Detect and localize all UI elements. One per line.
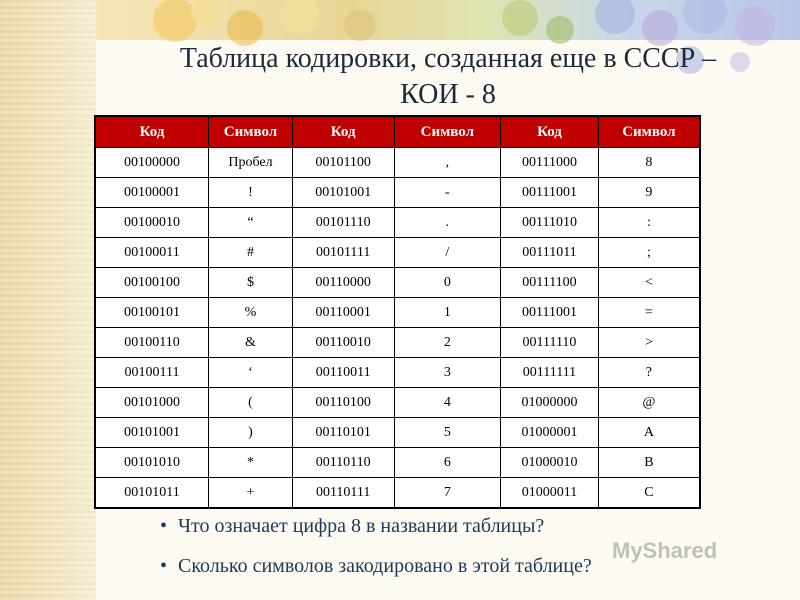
table-row	[95, 388, 700, 418]
table-cell: 00111001	[501, 298, 599, 328]
header-code-3: Код	[501, 116, 599, 148]
table-cell: 4	[394, 388, 501, 418]
table-cell: -	[394, 178, 501, 208]
table-row	[95, 478, 700, 509]
koi8-code-table	[94, 115, 701, 509]
table-row	[95, 328, 700, 358]
table-row	[95, 418, 700, 448]
table-cell: 00100000	[95, 148, 209, 178]
table-row	[95, 268, 700, 298]
table-cell: Пробел	[209, 148, 293, 178]
table-cell: &	[209, 328, 293, 358]
table-cell: #	[209, 238, 293, 268]
table-cell: :	[598, 208, 700, 238]
table-cell: 00100010	[95, 208, 209, 238]
table-cell: *	[209, 448, 293, 478]
table-cell: 00100110	[95, 328, 209, 358]
table-cell: 00111000	[501, 148, 599, 178]
header-code-1: Код	[95, 116, 209, 148]
table-cell: 3	[394, 358, 501, 388]
bullet-icon: •	[160, 555, 168, 577]
table-cell: .	[394, 208, 501, 238]
table-cell: 00100100	[95, 268, 209, 298]
table-cell: 01000010	[501, 448, 599, 478]
table-row	[95, 238, 700, 268]
table-row	[95, 208, 700, 238]
table-cell: 01000001	[501, 418, 599, 448]
table-cell: 00111110	[501, 328, 599, 358]
table-row	[95, 148, 700, 178]
question-item	[160, 512, 780, 540]
table-cell: $	[209, 268, 293, 298]
table-cell: 00101111	[292, 238, 394, 268]
table-cell: 00101001	[292, 178, 394, 208]
table-cell: ,	[394, 148, 501, 178]
table-cell: 00101001	[95, 418, 209, 448]
table-row	[95, 448, 700, 478]
table-cell: 00101110	[292, 208, 394, 238]
table-cell: 00100111	[95, 358, 209, 388]
table-cell: <	[598, 268, 700, 298]
table-cell: 00110101	[292, 418, 394, 448]
table-cell: 00110000	[292, 268, 394, 298]
table-cell: (	[209, 388, 293, 418]
table-cell: 00111011	[501, 238, 599, 268]
table-row	[95, 178, 700, 208]
table-cell: /	[394, 238, 501, 268]
table-row	[95, 298, 700, 328]
table-cell: 1	[394, 298, 501, 328]
table-cell: C	[598, 478, 700, 509]
table-cell: 5	[394, 418, 501, 448]
slide-title	[96, 42, 800, 112]
table-cell: 00111111	[501, 358, 599, 388]
table-cell: 00101100	[292, 148, 394, 178]
bullet-icon: •	[160, 515, 168, 537]
table-cell: ?	[598, 358, 700, 388]
table-cell: 00111010	[501, 208, 599, 238]
table-cell: %	[209, 298, 293, 328]
table-cell: >	[598, 328, 700, 358]
table-cell: 00110001	[292, 298, 394, 328]
table-cell: @	[598, 388, 700, 418]
table-cell: 00110011	[292, 358, 394, 388]
table-cell: 00101010	[95, 448, 209, 478]
table-cell: 00111001	[501, 178, 599, 208]
table-cell: 01000011	[501, 478, 599, 509]
table-cell: 9	[598, 178, 700, 208]
header-symbol-3: Символ	[598, 116, 700, 148]
table-cell: 00110110	[292, 448, 394, 478]
header-code-2: Код	[292, 116, 394, 148]
header-symbol-1: Символ	[209, 116, 293, 148]
table-cell: “	[209, 208, 293, 238]
table-cell: 00100101	[95, 298, 209, 328]
table-cell: =	[598, 298, 700, 328]
table-cell: 6	[394, 448, 501, 478]
table-row	[95, 358, 700, 388]
title-line-1: Таблица кодировки, созданная еще в СССР –	[179, 43, 717, 74]
table-cell: 0	[394, 268, 501, 298]
table-cell: A	[598, 418, 700, 448]
table-cell: 00110100	[292, 388, 394, 418]
table-cell: 00101000	[95, 388, 209, 418]
table-cell: 00110111	[292, 478, 394, 509]
watermark: MyShared	[612, 538, 718, 563]
table-header-row	[95, 116, 700, 148]
table-cell: ;	[598, 238, 700, 268]
table-cell: !	[209, 178, 293, 208]
table-cell: 7	[394, 478, 501, 509]
table-cell: 00101011	[95, 478, 209, 509]
table-cell: ‘	[209, 358, 293, 388]
table-cell: 01000000	[501, 388, 599, 418]
title-line-2: КОИ - 8	[400, 79, 496, 110]
table-cell: 00100011	[95, 238, 209, 268]
table-cell: +	[209, 478, 293, 509]
question-text: Что означает цифра 8 в названии таблицы?	[178, 515, 545, 537]
table-cell: 00110010	[292, 328, 394, 358]
table-cell: 00111100	[501, 268, 599, 298]
table-cell: 8	[598, 148, 700, 178]
table-cell: B	[598, 448, 700, 478]
question-text: Сколько символов закодировано в этой таблице?	[178, 555, 592, 577]
table-cell: )	[209, 418, 293, 448]
table-cell: 2	[394, 328, 501, 358]
table-cell: 00100001	[95, 178, 209, 208]
header-symbol-2: Символ	[394, 116, 501, 148]
